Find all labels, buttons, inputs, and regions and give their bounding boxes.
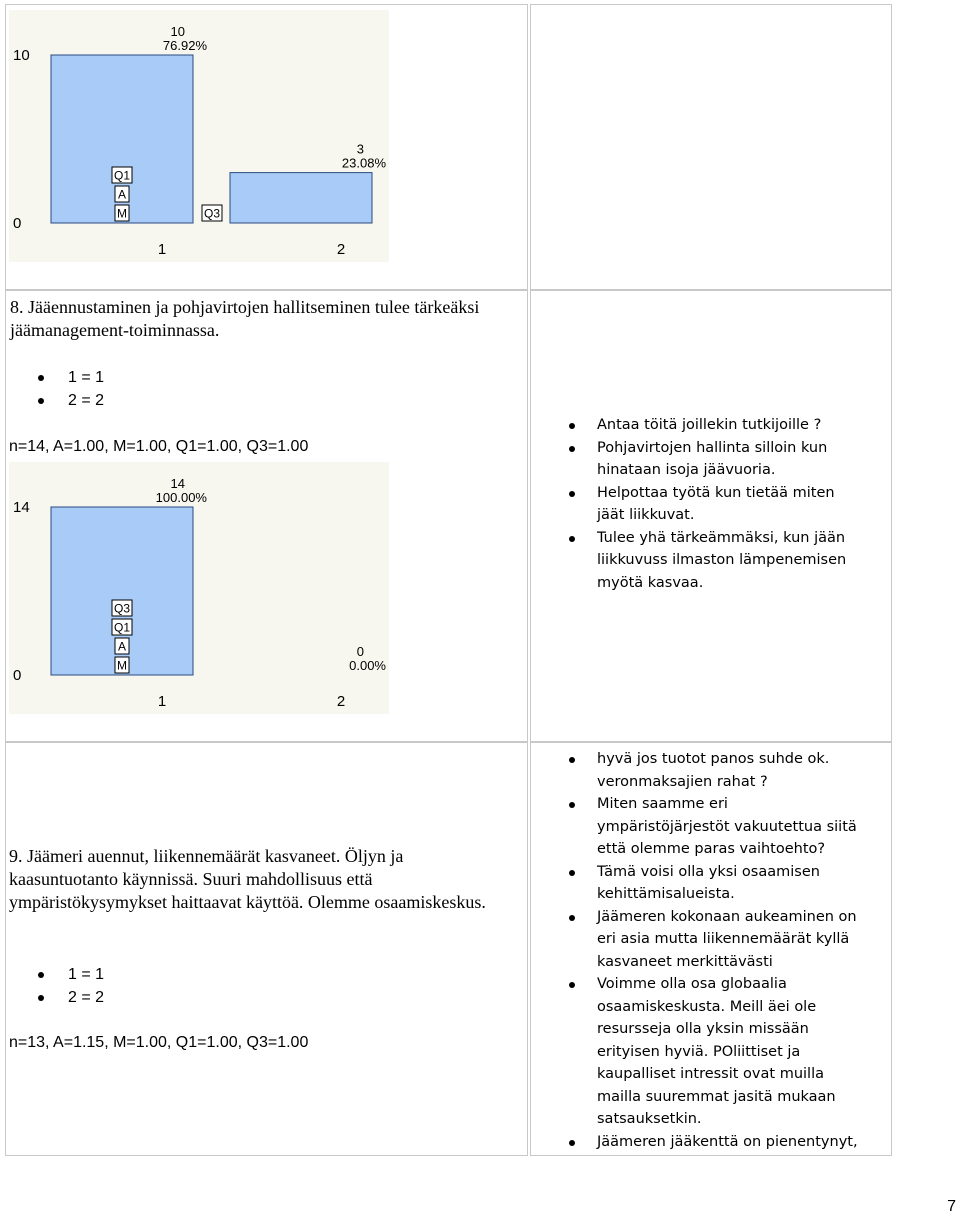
bar-chart-prev-svg [9,10,389,262]
bar-count-label: 14 [170,476,185,491]
x-tick-label: 2 [336,693,346,710]
comment-item: Jäämeren jääkenttä on pienentynyt, [563,1131,863,1154]
comment-item: Tämä voisi olla yksi osaamisen kehittämisalueista. [563,861,863,906]
marker-label: Q1 [113,620,131,635]
marker-label: A [117,639,127,654]
q8-title: 8. Jääennustaminen ja pohjavirtojen hallitseminen tulee tärkeäksi jäämanagement-toiminnassa. [10,297,480,340]
comment-item: Helpottaa työtä kun tietää miten jäät liikkuvat. [563,482,863,527]
q9-legend-item: 2 = 2 [34,986,104,1009]
bar-percent-label: 100.00% [155,490,207,505]
comment-item: Miten saamme eri ympäristöjärjestöt vakuutettua siitä että olemme paras vaihtoehto? [563,793,863,861]
marker-label: Q1 [113,168,131,183]
comment-item: Pohjavirtojen hallinta silloin kun hinataan isoja jäävuoria. [563,437,863,482]
bar-percent-label: 76.92% [162,38,207,53]
q8-legend-item: 1 = 1 [34,366,104,389]
q8-legend [34,366,104,412]
q8-comments [563,414,863,594]
marker-label: Q3 [113,601,131,616]
bar [230,173,372,223]
bar-chart-prev [9,10,389,262]
marker-label: M [117,658,127,673]
x-tick-label: 2 [336,241,346,258]
comment-item: Tulee yhä tärkeämmäksi, kun jään liikkuvuss ilmaston lämpenemisen myötä kasvaa. [563,527,863,595]
bar-count-label: 3 [356,141,364,157]
y-tick-label: 14 [13,499,30,516]
q9-comments [563,748,863,1153]
page-number: 7 [947,1198,956,1215]
q9-title: 9. Jäämeri auennut, liikennemäärät kasvaneet. Öljyn ja kaasuntuotanto käynnissä. Suuri mahdollisuus että ympäristökysymykset haittaavat käyttöä. Olemme osaamiskeskus. [9,846,486,912]
comment-item: Voimme olla osa globaalia osaamiskeskusta. Meill äei ole resursseja olla yksin missään erityisen hyviä. POliittiset ja kaupalliset intressit ovat muilla mailla suuremmat jasitä mukaan satsauksetkin. [563,973,863,1131]
q8-legend-item: 2 = 2 [34,389,104,412]
comment-item: hyvä jos tuotot panos suhde ok. veronmaksajien rahat ? [563,748,863,793]
q9-stats: n=13, A=1.15, M=1.00, Q1=1.00, Q3=1.00 [9,1034,309,1051]
y-tick-label: 0 [13,667,22,684]
x-tick-label: 1 [157,693,167,710]
bar-count-label: 10 [170,24,185,39]
x-tick-label: 1 [157,241,167,258]
cell-q9-left [5,742,528,1156]
q9-legend-item: 1 = 1 [34,963,104,986]
bar-chart-q8 [9,462,389,714]
comment-item: Antaa töitä joillekin tutkijoille ? [563,414,863,437]
marker-label: Q3 [203,206,221,221]
marker-label: M [117,206,127,221]
y-tick-label: 10 [13,47,30,64]
bar-count-label: 0 [356,644,364,659]
bar-percent-label: 23.08% [341,155,386,171]
comment-item: Jäämeren kokonaan aukeaminen on eri asia mutta liikennemäärät kyllä kasvaneet merkittävästi [563,906,863,974]
y-tick-label: 0 [13,215,22,232]
marker-label: A [117,187,127,202]
bar-percent-label: 0.00% [349,658,386,673]
bar-chart-q8-svg [9,462,389,714]
q8-stats: n=14, A=1.00, M=1.00, Q1=1.00, Q3=1.00 [9,438,309,455]
cell-top-right [530,4,892,290]
q9-legend [34,963,104,1009]
q9-comments-clip [531,748,889,1154]
